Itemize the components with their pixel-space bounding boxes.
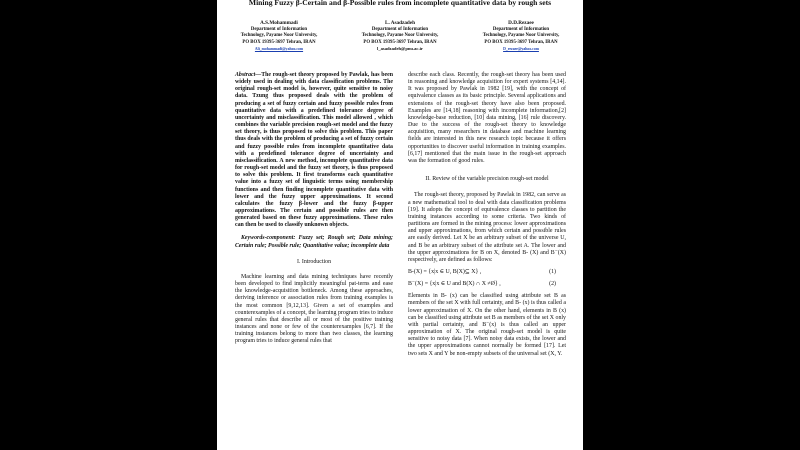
equation-2-number: (2) (549, 281, 556, 288)
intro-continued-text: describe each class. Recently, the rough-set theory has been used in reasoning and knowledge acquisition for expert systems [4,14]. It was proposed by Pawlak in 1982 [19], with the concept of equivalence classes as its basic principle. Several applications and extensions of the rough-set theory have also been proposed. Examples are [14,18] reasoning with incomplete information,[2] knowledge-base reduction, [10] data mining, [16] rule discovery. Due to the success of the rough-set theory to knowledge acquisition, many researchers in database and machine learning fields are interested in this new research topic because it offers opportunities to discover useful information in training examples. [6,17] mentioned that the main issue in the rough-set approach was the formation of good rules. (408, 72, 566, 164)
author-block-2 (340, 20, 460, 53)
keywords: Keywords-component: Fuzzy set; Rough set; Data mining; Certain rule; Possible rule; Quantitative value; incomplete data (235, 235, 393, 249)
author-inst: Technology, Payame Noor University, (482, 33, 560, 39)
right-column (408, 72, 566, 358)
left-column (235, 72, 393, 345)
paper-title: Mining Fuzzy β-Certain and β-Possible rules from incomplete quantitative data by rough sets (248, 0, 552, 7)
author-block-3 (461, 20, 581, 53)
abstract-label: Abstract— (235, 72, 262, 78)
abstract-text: The rough-set theory proposed by Pawlak, has been widely used in dealing with data classification problems. The original rough-set model is, however, quite sensitive to noisy data. Tzung thus proposed deals with the problem of producing a set of fuzzy certain and fuzzy possible rules from quantitative data with a predefined tolerance degree of uncertainty and misclassification. This model allowed , which combines the variable precision rough-set model and the fuzzy set theory, is thus proposed to solve this problem. This paper thus deals with the problem of producing a set of fuzzy certain and fuzzy possible rules from incomplete quantitative data with a predefined tolerance degree of uncertainty and misclassification. A new method, incomplete quantitative data for rough-set model and the fuzzy set theory, is thus proposed to solve this problem. It first transforms each quantitative value into a fuzzy set of linguistic terms using membership functions and then finding incomplete quantitative data with lower and the fuzzy upper approximations. It second calculates the fuzzy β-lower and the fuzzy β-upper approximations. The certain and possible rules are then generated based on these fuzzy approximations. These rules can then be used to classify unknown objects. (235, 72, 393, 229)
author-email-link[interactable]: Ali_mohammadi@yahoo.com (254, 47, 304, 52)
author-dept: Department of Information (371, 26, 429, 32)
author-address: PO BOX 19395-3697 Tehran, IRAN (242, 39, 316, 45)
author-name: A.S.Mohammadi (260, 20, 298, 26)
author-email-link[interactable]: D_rezaee@yahoo.com (503, 47, 539, 52)
author-inst: Technology, Payame Noor University, (361, 33, 439, 39)
equation-1 (408, 269, 566, 276)
author-dept: Department of Information (492, 26, 550, 32)
approximation-text: Elements in B- (x) can be classified using attribute set B as members of the set X with full certainty, and B- (x) is thus called a lower approximation of X. On the other hand, elements in B (x) can be classified using attribute set B as members of the set X only with partial certainty, and B⁻(x) is thus called an upper approximation of X. The original rough-set model is quite sensitive to noisy data [7]. When noisy data exists, the lower and the upper approximations cannot normally be formed [17]. Let two sets X and Y be non-empty subsets of the universal set (X, Y. (408, 293, 566, 357)
abstract (235, 72, 393, 229)
author-name: D.D.Rezaee (508, 20, 534, 26)
equation-1-body: B-(X) = {x|x ∈ U, B(X)⊆ X} , (408, 269, 482, 275)
equation-1-number: (1) (549, 269, 556, 275)
section-heading-review: II. Review of the variable precision rough-set model (425, 176, 549, 183)
introduction-text: Machine learning and data mining techniques have recently been developed to find implicitly meaningful pat-terns and ease the knowledge-acquisition bottleneck. Among these approaches, deriving inference or association rules from training examples is the most common [9,12,13]. Given a set of examples and counterexamples of a concept, the learning program tries to induce general rules that describe all or most of the positive training instances and none or few of the counterexamples [6,7]. If the training instances belong to more than two classes, the learning program tries to induce general rules that (235, 273, 393, 345)
author-dept: Department of Information (250, 26, 308, 32)
author-block-1 (219, 20, 339, 53)
section-heading-introduction: I. Introduction (296, 258, 332, 265)
author-name: L. Asadzadeh (385, 20, 415, 26)
equation-2 (408, 281, 566, 288)
review-text: The rough-set theory, proposed by Pawlak in 1982, can serve as a new mathematical tool to deal with data classification problems [19]. It adopts the concept of equivalence classes to partition the training instances according to some criteria. Two kinds of partitions are formed in the mining process: lower approximations and upper approximations, from which certain and possible rules are easily derived. Let X be an arbitrary subset of the universe U, and B be an arbitrary subset of the attribute set A. The lower and the upper approximations for B on X, denoted B- (X) and B⁻(X) respectively, are defined as follows: (408, 192, 566, 263)
author-email: l_asadzadeh@pnu.ac.ir (377, 46, 423, 52)
equation-2-body: B⁻(X) = {x|x ∈ U and B(X) ∩ X ≠Ø} , (408, 281, 501, 288)
author-address: PO BOX 19395-3697 Tehran, IRAN (363, 39, 437, 45)
paper-page (217, 0, 583, 450)
author-address: PO BOX 19395-3697 Tehran, IRAN (484, 39, 558, 45)
author-inst: Technology, Payame Noor University, (240, 33, 318, 39)
